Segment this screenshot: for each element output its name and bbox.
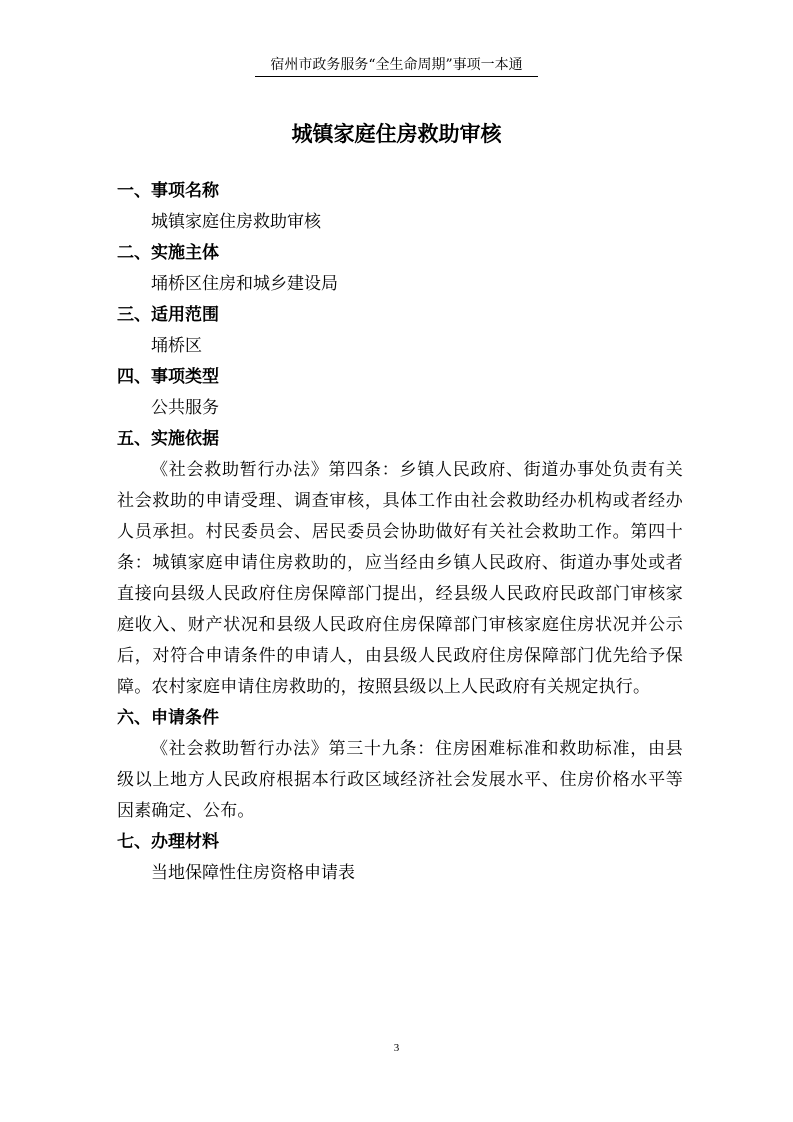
header-divider	[255, 76, 538, 77]
section-text: 埇桥区住房和城乡建设局	[151, 274, 338, 294]
section-legal-basis	[117, 424, 683, 703]
section-item-type	[117, 362, 683, 424]
document-title: 城镇家庭住房救助审核	[291, 122, 502, 146]
section-text: 公共服务	[151, 398, 219, 418]
section-heading: 一、事项名称	[117, 181, 219, 201]
section-scope	[117, 300, 683, 362]
header-text: 宿州市政务服务“全生命周期”事项一本通	[270, 57, 523, 73]
section-heading: 四、事项类型	[117, 367, 219, 387]
section-heading: 三、适用范围	[117, 305, 219, 325]
section-paragraph: 《社会救助暂行办法》第三十九条：住房困难标准和救助标准，由县级以上地方人民政府根据本行政区域经济社会发展水平、住房价格水平等因素确定、公布。	[117, 739, 683, 821]
section-text: 城镇家庭住房救助审核	[151, 212, 321, 232]
section-materials	[117, 827, 683, 889]
section-paragraph: 《社会救助暂行办法》第四条：乡镇人民政府、街道办事处负责有关社会救助的申请受理、调查审核，具体工作由社会救助经办机构或者经办人员承担。村民委员会、居民委员会协助做好有关社会救助工作。第四十条：城镇家庭申请住房救助的，应当经由乡镇人民政府、街道办事处或者直接向县级人民政府住房保障部门提出，经县级人民政府民政部门审核家庭收入、财产状况和县级人民政府住房保障部门审核家庭住房状况并公示后，对符合申请条件的申请人，由县级人民政府住房保障部门优先给予保障。农村家庭申请住房救助的，按照县级以上人民政府有关规定执行。	[117, 460, 683, 697]
running-header	[0, 54, 793, 75]
section-text: 当地保障性住房资格申请表	[151, 863, 355, 883]
section-heading: 五、实施依据	[117, 429, 219, 449]
section-heading: 六、申请条件	[117, 708, 219, 728]
section-heading: 二、实施主体	[117, 243, 219, 263]
document-body	[117, 176, 683, 889]
section-implementing-body	[117, 238, 683, 300]
page-number: 3	[393, 1042, 400, 1054]
section-item-name	[117, 176, 683, 238]
section-text: 埇桥区	[151, 336, 202, 356]
section-heading: 七、办理材料	[117, 832, 219, 852]
section-conditions	[117, 703, 683, 827]
